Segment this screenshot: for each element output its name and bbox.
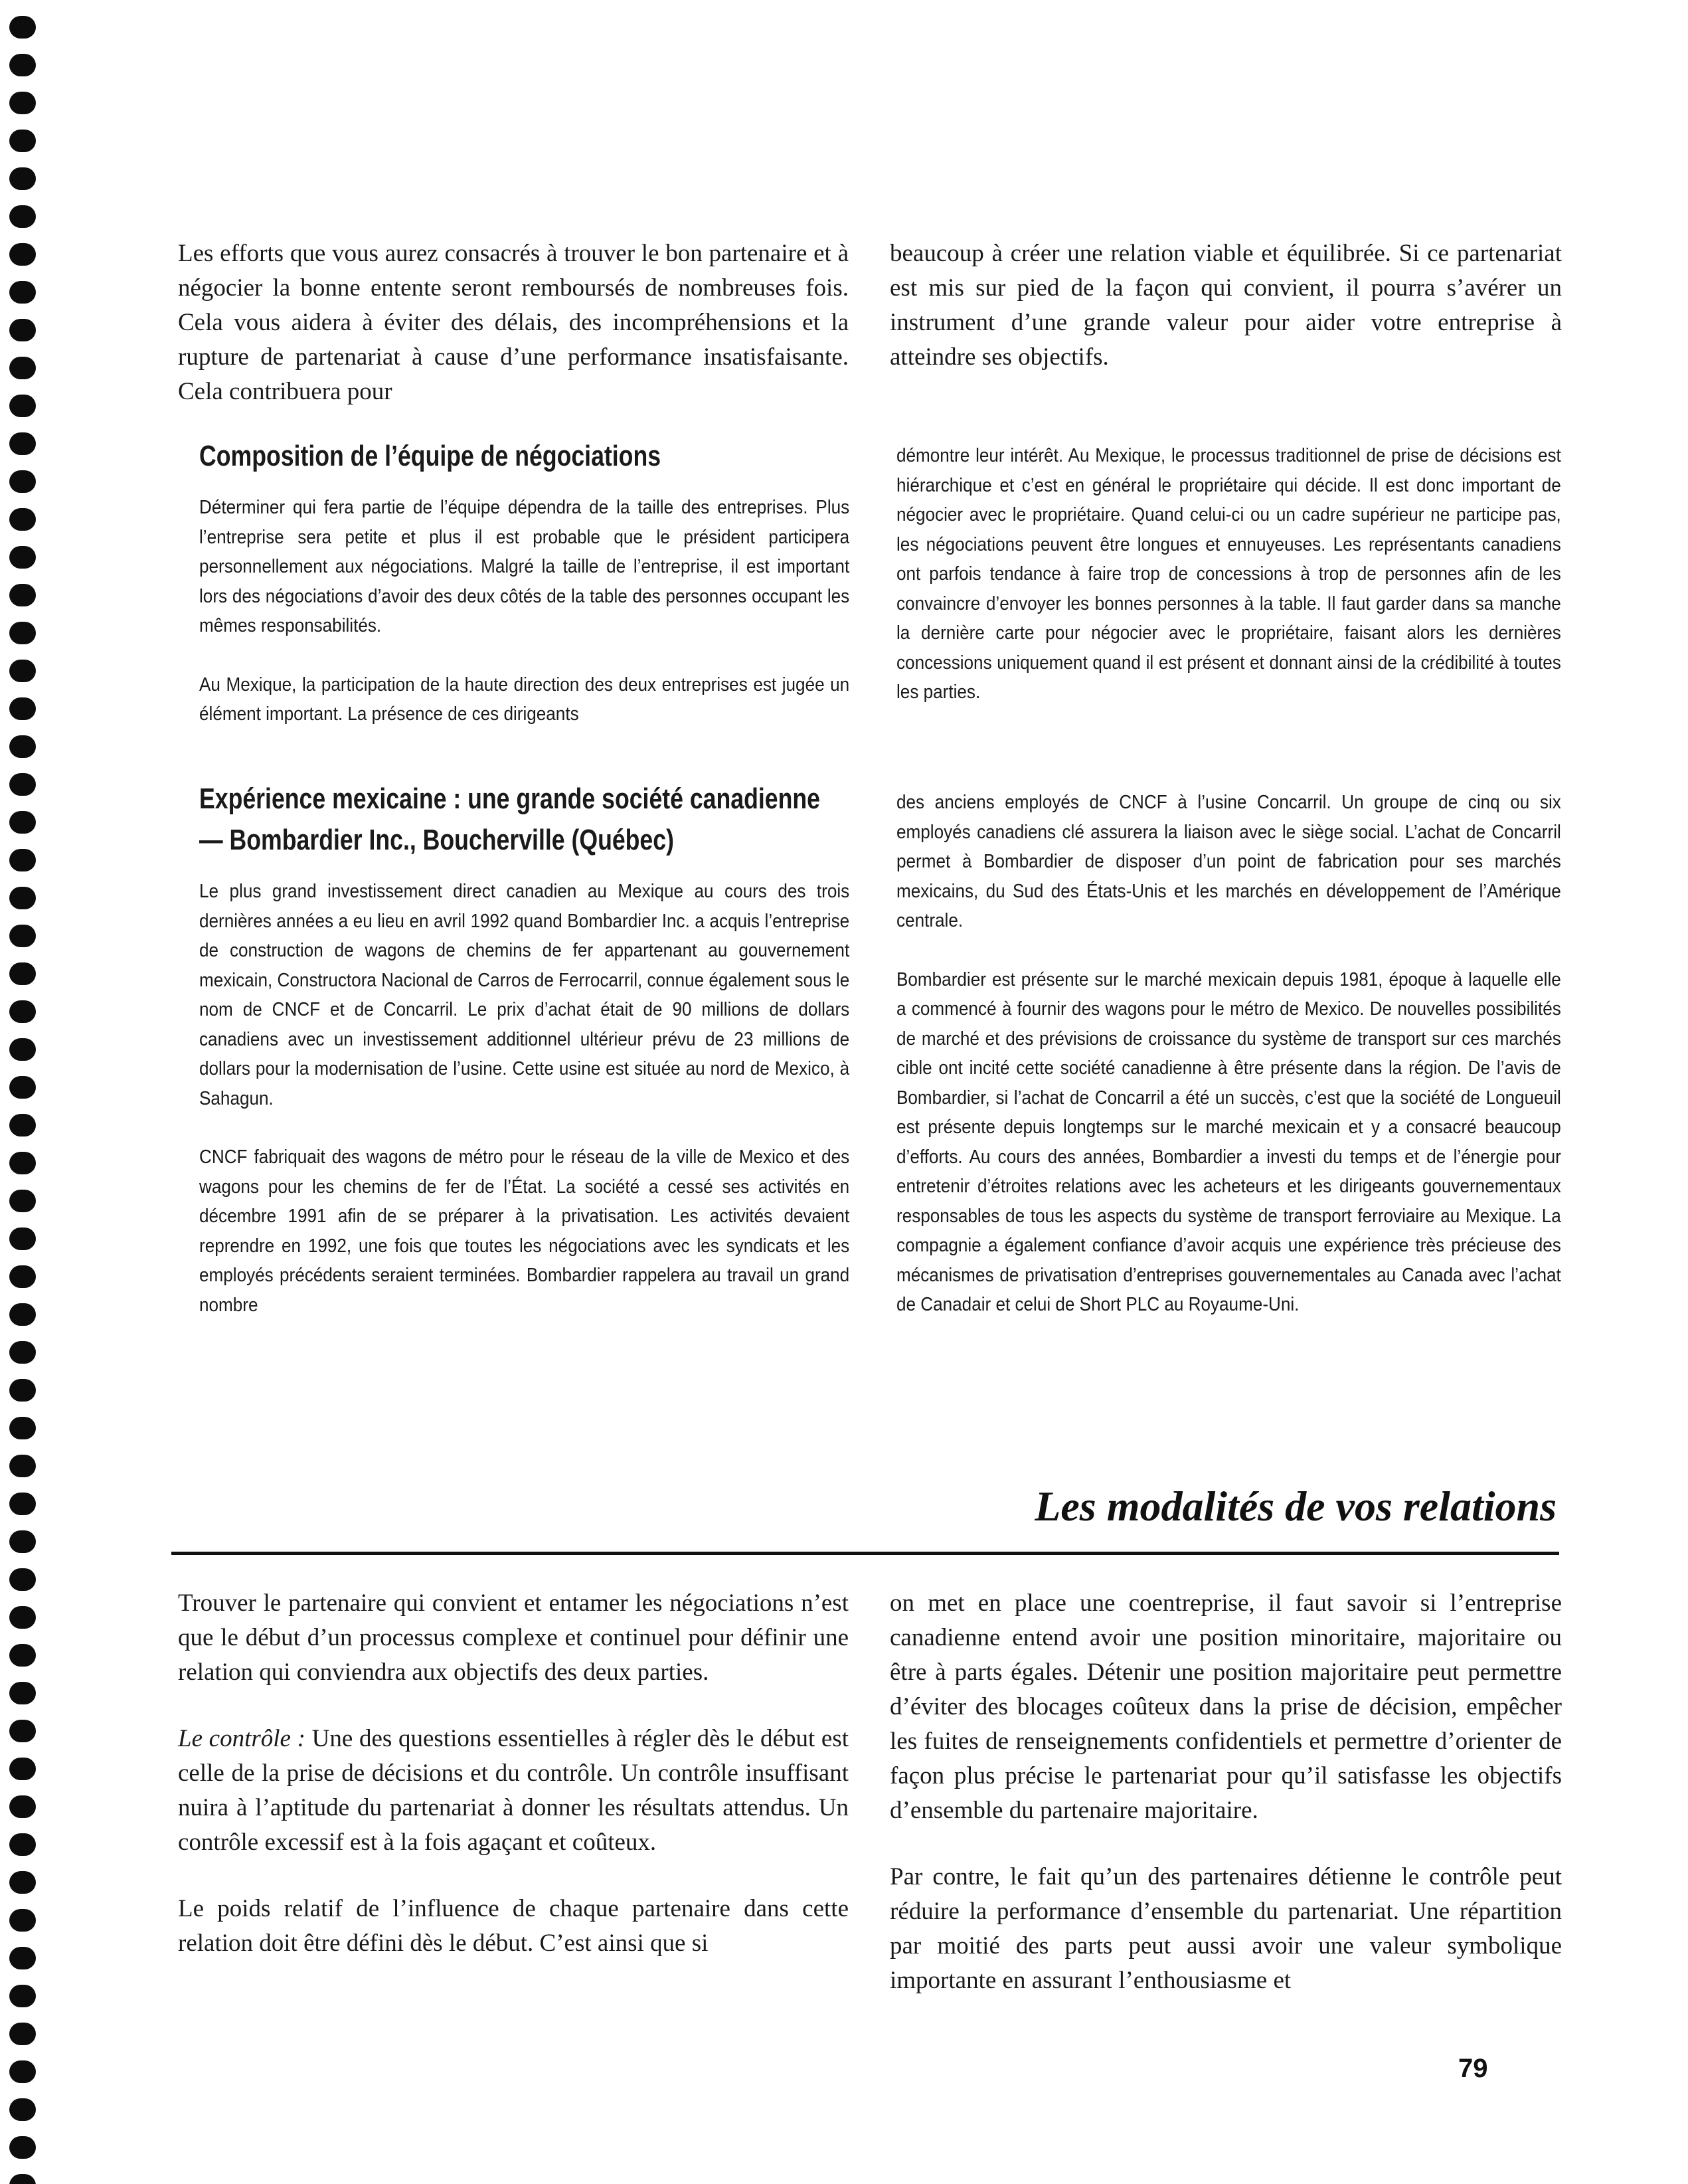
binding-hole xyxy=(9,2174,36,2184)
intro-left-text: Les efforts que vous aurez consacrés à trouver le bon partenaire et à négocier la bonne entente seront remboursés de nombreuses fois. Cela vous aidera à éviter des délais, des incompréhensions et la rupture de partenariat à cause d’une performance insatisfaisante. Cela contribuera pour xyxy=(178,240,849,405)
section-title-rule xyxy=(171,1552,1559,1555)
binding-hole xyxy=(9,1644,36,1667)
binding-hole xyxy=(9,2023,36,2045)
composition-left-paragraph-1: Déterminer qui fera partie de l’équipe dépendra de la taille des entreprises. Plus l’entreprise sera petite et plus il est probable que le président participera personnellement aux négociations. Malgré la taille de l’entreprise, il est important lors des négociations d’avoir des deux côtés de la table des personnes occupant les mêmes responsabilités. xyxy=(199,497,850,636)
modalites-right-column xyxy=(890,1586,1562,1998)
modalites-left-paragraph-3: Le poids relatif de l’influence de chaque partenaire dans cette relation doit être défini dès le début. C’est ainsi que si xyxy=(178,1895,849,1957)
intro-left-column xyxy=(178,236,849,409)
binding-hole xyxy=(9,811,36,834)
binding-hole xyxy=(9,1303,36,1326)
binding-hole xyxy=(9,432,36,455)
modalites-right-paragraph-2: Par contre, le fait qu’un des partenaires détienne le contrôle peut réduire la performance d’ensemble du partenariat. Une répartition par moitié des parts peut aussi avoir une valeur symbolique importante en assurant l’enthousiasme et xyxy=(890,1863,1562,1994)
intro-right-text: beaucoup à créer une relation viable et équilibrée. Si ce partenariat est mis sur pied de la façon qui convient, il pourra s’avérer un instrument d’une grande valeur pour aider votre entreprise à atteindre ses objectifs. xyxy=(890,240,1562,371)
binding-hole xyxy=(9,925,36,947)
binding-hole xyxy=(9,773,36,796)
binding-hole xyxy=(9,205,36,228)
binding-hole xyxy=(9,1455,36,1477)
binding-hole xyxy=(9,1530,36,1553)
binding-hole xyxy=(9,1871,36,1894)
binding-hole xyxy=(9,470,36,493)
binding-hole xyxy=(9,2098,36,2121)
binding-hole xyxy=(9,1228,36,1250)
binding-hole xyxy=(9,1947,36,1969)
binding-holes-graphic xyxy=(4,0,46,2184)
binding-hole xyxy=(9,1114,36,1137)
binding-holes xyxy=(4,0,46,2184)
binding-hole xyxy=(9,1795,36,1818)
binding-hole xyxy=(9,1076,36,1099)
modalites-right-paragraph-1: on met en place une coentreprise, il faut savoir si l’entreprise canadienne entend avoir une position minoritaire, majoritaire ou être à parts égales. Détenir une position majoritaire peut permettre d’éviter des blocages coûteux dans la prise de décision, empêcher les fuites de renseignements confidentiels et permettre d’orienter de façon plus précise le partenariat pour qu’il satisfasse les objectifs d’ensemble du partenaire majoritaire. xyxy=(890,1590,1562,1824)
binding-hole xyxy=(9,1000,36,1023)
binding-hole xyxy=(9,281,36,304)
binding-hole xyxy=(9,1493,36,1515)
binding-hole xyxy=(9,319,36,341)
binding-hole xyxy=(9,1417,36,1439)
binding-hole xyxy=(9,2060,36,2083)
binding-hole xyxy=(9,92,36,114)
composition-right-column xyxy=(896,441,1561,707)
experience-heading: Expérience mexicaine : une grande société canadienne — Bombardier Inc., Boucherville (Québec) xyxy=(199,782,820,856)
binding-hole xyxy=(9,130,36,152)
binding-hole xyxy=(9,887,36,909)
experience-right-paragraph-2: Bombardier est présente sur le marché mexicain depuis 1981, époque à laquelle elle a commencé à fournir des wagons pour le métro de Mexico. De nouvelles possibilités de marché et des prévisions de croissance du système de transport sur ces marchés cible ont incité cette société canadienne à être présente dans la région. De l’avis de Bombardier, si l’achat de Concarril a été un succès, c’est que la société de Longueuil est présente depuis longtemps sur le marché mexicain et y a consacré beaucoup d’efforts. Au cours des années, Bombardier a investi du temps et de l’énergie pour entretenir d’étroites relations avec les acheteurs et les dirigeants gouvernementaux responsables de tous les aspects du système de transport ferroviaire au Mexique. La compagnie a également confiance d’avoir acquis une expérience très précieuse des mécanismes de privatisation d’entreprises gouvernementales au Canada avec l’achat de Canadair et celui de Short PLC au Royaume-Uni. xyxy=(896,968,1561,1315)
experience-right-column xyxy=(896,788,1561,1320)
binding-hole xyxy=(9,1152,36,1174)
binding-hole xyxy=(9,735,36,758)
binding-hole xyxy=(9,395,36,417)
page-number: 79 xyxy=(1458,2054,1488,2083)
binding-hole xyxy=(9,508,36,531)
binding-hole xyxy=(9,1682,36,1704)
controle-label: Le contrôle : xyxy=(178,1725,305,1752)
controle-text: Une des questions essentielles à régler dès le début est celle de la prise de décisions et du contrôle. Un contrôle insuffisant nuira à l’aptitude du partenariat à donner les résultats attendus. Un contrôle excessif est à la fois agaçant et coûteux. xyxy=(178,1725,849,1856)
binding-hole xyxy=(9,1909,36,1932)
binding-hole xyxy=(9,546,36,569)
binding-hole xyxy=(9,1985,36,2007)
binding-hole xyxy=(9,660,36,682)
binding-hole xyxy=(9,697,36,720)
binding-hole xyxy=(9,357,36,379)
binding-hole xyxy=(9,1758,36,1780)
composition-heading: Composition de l’équipe de négociations xyxy=(199,440,661,472)
binding-hole xyxy=(9,1379,36,1402)
binding-hole xyxy=(9,2136,36,2159)
experience-left-paragraph-1: Le plus grand investissement direct canadien au Mexique au cours des trois dernières années a eu lieu en avril 1992 quand Bombardier Inc. a acquis l’entreprise de construction de wagons de chemins de fer appartenant au gouvernement mexicain, Constructora Nacional de Carros de Ferrocarril, connue également sous le nom de CNCF et de Concarril. Le prix d’achat était de 90 millions de dollars canadiens avec un investissement additionnel ultérieur prévu de 23 millions de dollars pour la modernisation de l’usine. Cette usine est située au nord de Mexico, à Sahagun. xyxy=(199,881,850,1109)
binding-hole xyxy=(9,962,36,985)
binding-hole xyxy=(9,1833,36,1856)
composition-left-paragraph-2: Au Mexique, la participation de la haute direction des deux entreprises est jugée un élément important. La présence de ces dirigeants xyxy=(199,674,850,725)
binding-hole xyxy=(9,622,36,644)
experience-left-paragraph-2: CNCF fabriquait des wagons de métro pour le réseau de la ville de Mexico et des wagons pour les chemins de fer de l’État. La société a cessé ses activités en décembre 1991 afin de se préparer à la privatisation. Les activités devaient reprendre en 1992, une fois que toutes les négociations avec les syndicats et les employés précédents seraient terminées. Bombardier rappelera au travail un grand nombre xyxy=(199,1146,850,1316)
experience-right-paragraph-1: des anciens employés de CNCF à l’usine Concarril. Un groupe de cinq ou six employés canadiens clé assurera la liaison avec le siège social. L’achat de Concarril permet à Bombardier de disposer d’un point de fabrication pour ses marchés mexicains, du Sud des États-Unis et les marchés en développement de l’Amérique centrale. xyxy=(896,792,1561,931)
binding-hole xyxy=(9,1190,36,1212)
binding-hole xyxy=(9,16,36,39)
binding-hole xyxy=(9,1038,36,1061)
composition-left-column xyxy=(199,436,849,729)
binding-hole xyxy=(9,1341,36,1364)
binding-hole xyxy=(9,849,36,871)
modalites-left-column xyxy=(178,1586,849,1961)
modalites-left-paragraph-2 xyxy=(178,1722,849,1860)
experience-left-column xyxy=(199,778,849,1320)
binding-hole xyxy=(9,584,36,606)
binding-hole xyxy=(9,1265,36,1288)
binding-hole xyxy=(9,1606,36,1629)
intro-right-column xyxy=(890,236,1562,375)
binding-hole xyxy=(9,1568,36,1591)
binding-hole xyxy=(9,1720,36,1742)
binding-hole xyxy=(9,167,36,190)
modalites-left-paragraph-1: Trouver le partenaire qui convient et entamer les négociations n’est que le début d’un processus complexe et continuel pour définir une relation qui conviendra aux objectifs des deux parties. xyxy=(178,1590,849,1686)
binding-hole xyxy=(9,54,36,76)
composition-right-paragraph-1: démontre leur intérêt. Au Mexique, le processus traditionnel de prise de décisions est hiérarchique et c’est en général le propriétaire qui décide. Il est donc important de négocier avec le propriétaire. Quand celui-ci ou un cadre supérieur ne participe pas, les négociations peuvent être longues et ennuyeuses. Les représentants canadiens ont parfois tendance à faire trop de concessions à trop de personnes afin de les convaincre d’envoyer les bonnes personnes à la table. Il faut garder dans sa manche la dernière carte pour négocier avec le propriétaire, faisant alors les dernières concessions uniquement quand il est présent et donnant ainsi de la crédibilité à toutes les parties. xyxy=(896,445,1561,703)
section-title: Les modalités de vos relations xyxy=(1035,1483,1557,1530)
binding-hole xyxy=(9,243,36,266)
